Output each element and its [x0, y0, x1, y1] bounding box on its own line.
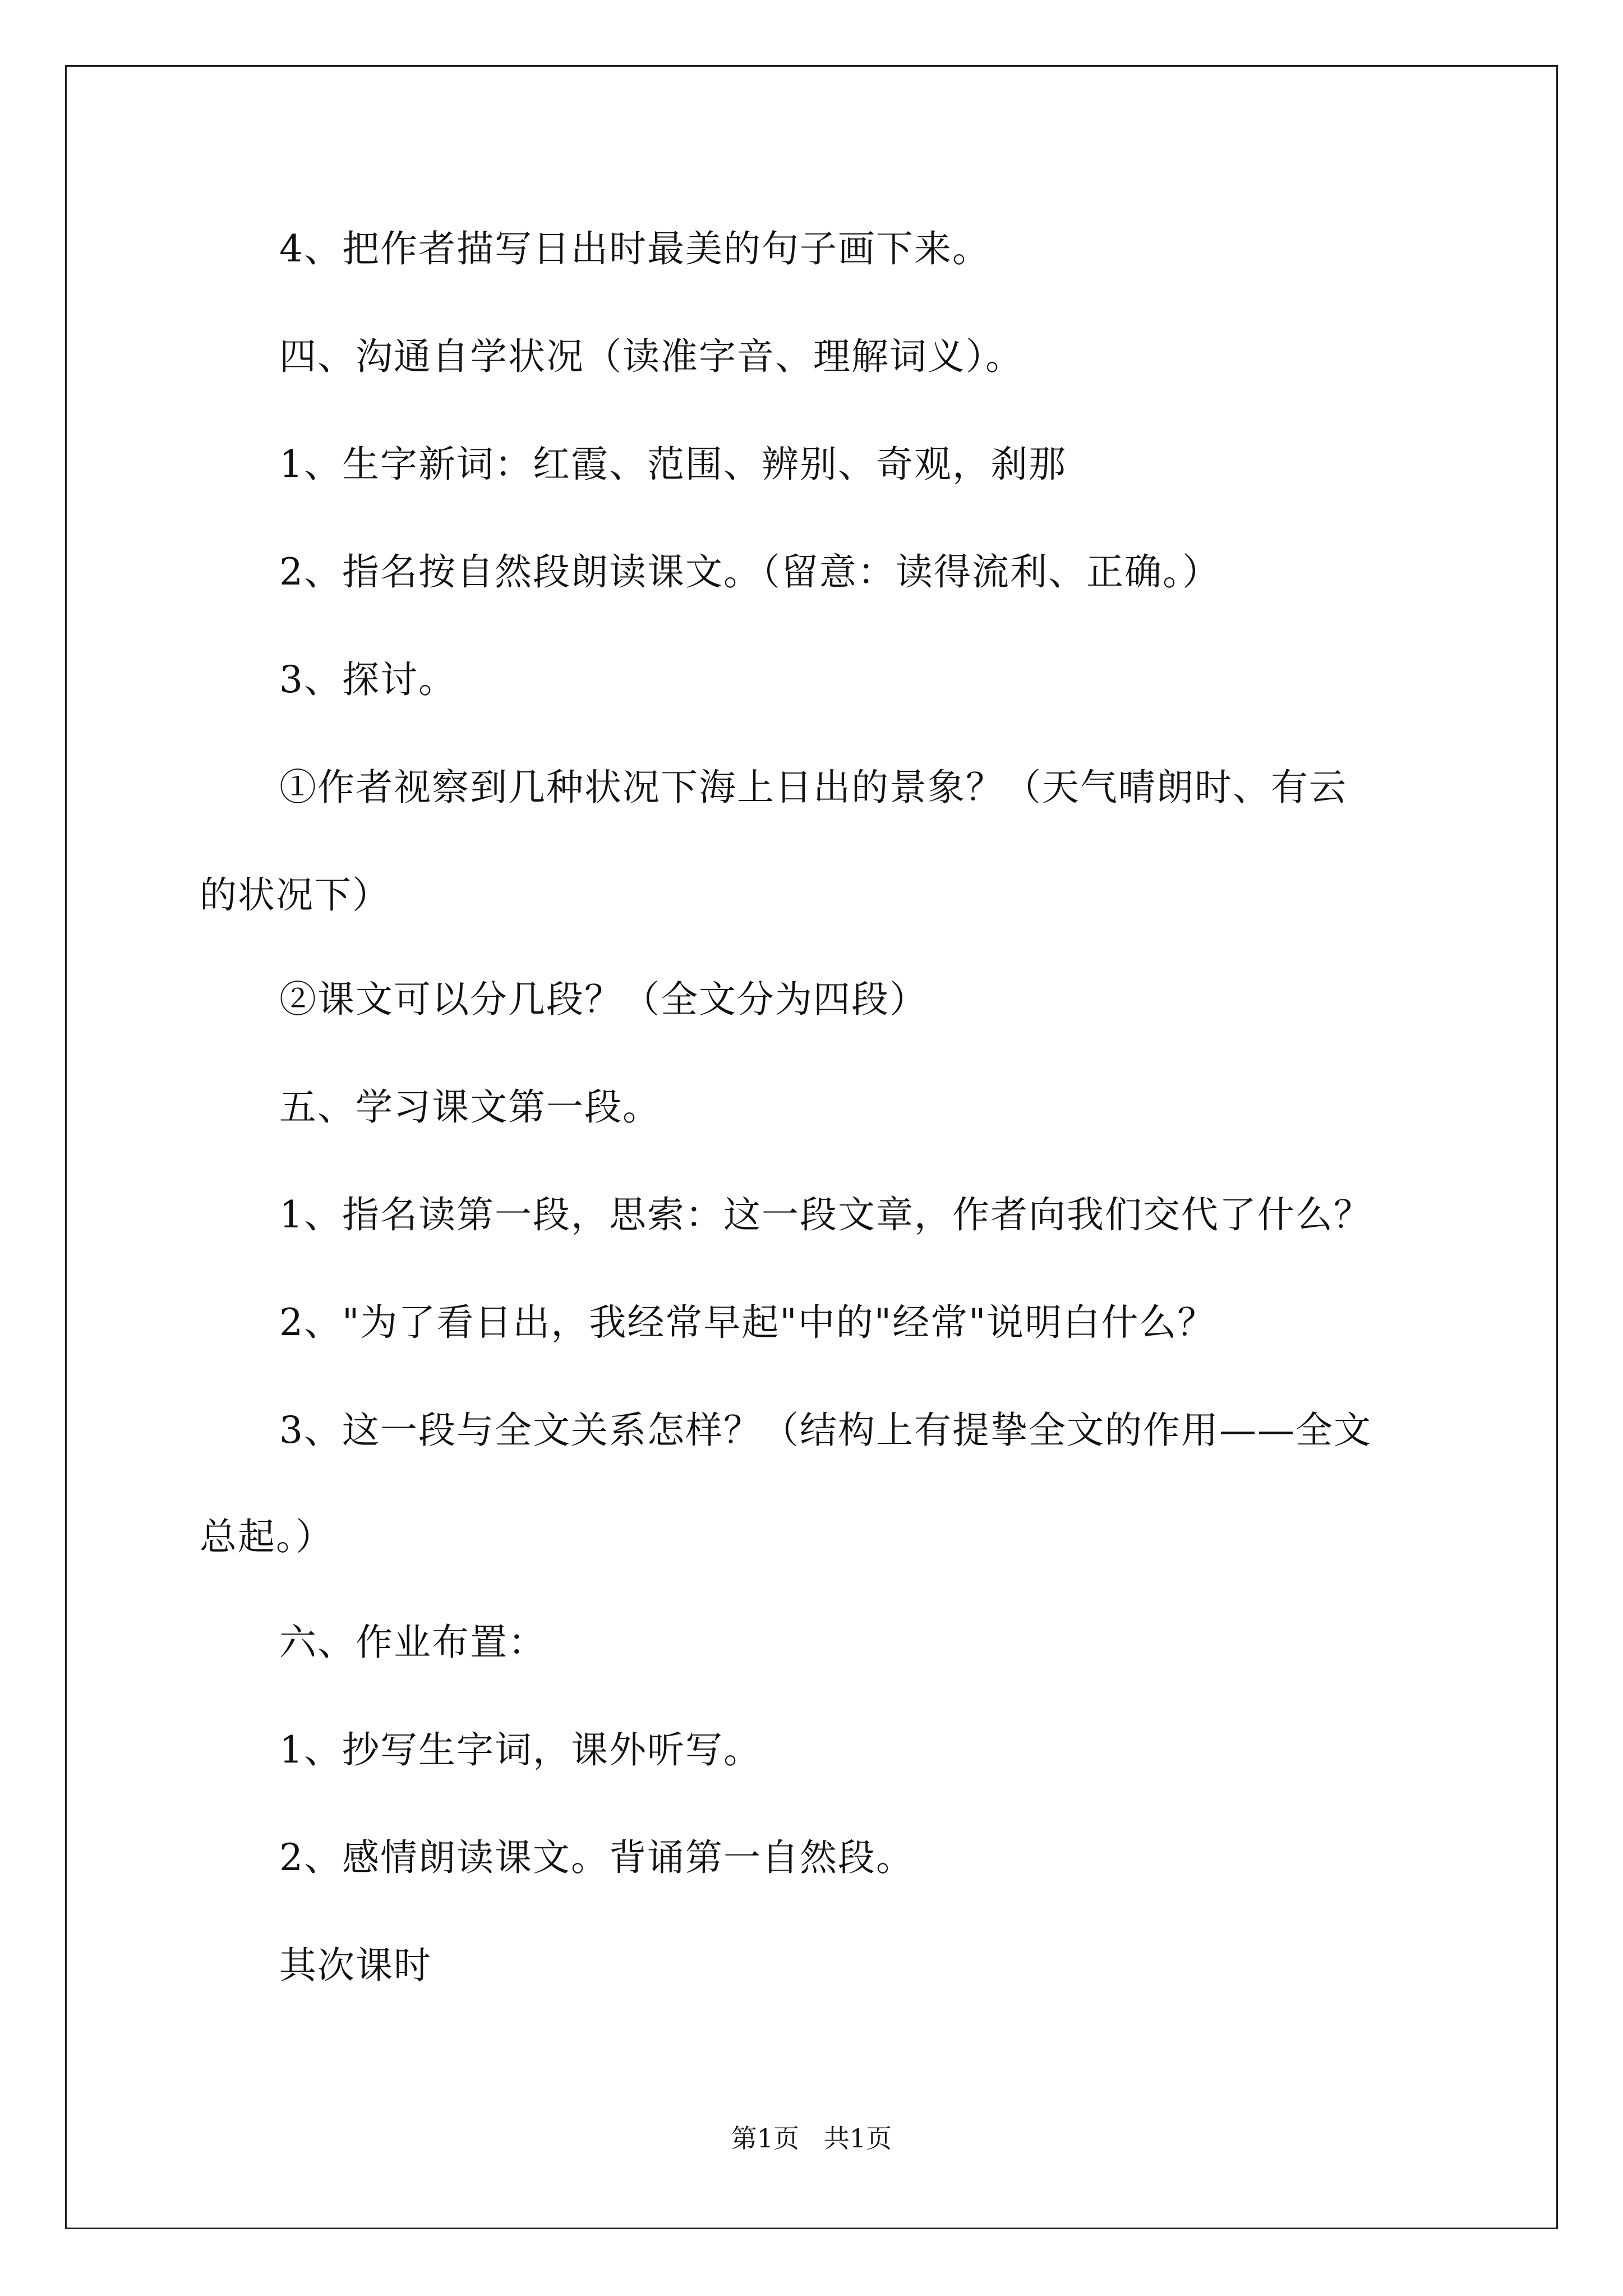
- page-border: [65, 65, 1558, 2229]
- section-heading: 四、沟通自学状况（读准字音、理解词义）。: [279, 335, 1023, 378]
- paragraph-line: 3、探讨。: [279, 658, 457, 701]
- paragraph-line: 3、这一段与全文关系怎样？（结构上有提挚全文的作用——全文: [279, 1409, 1372, 1452]
- paragraph-line: ②课文可以分几段？（全文分为四段）: [279, 978, 928, 1021]
- section-heading: 五、学习课文第一段。: [279, 1085, 661, 1129]
- paragraph-line: 1、指名读第一段，思索：这一段文章，作者向我们交代了什么？: [279, 1193, 1372, 1236]
- section-heading: 其次课时: [279, 1944, 432, 1987]
- paragraph-line: 的状况下）: [200, 873, 390, 917]
- paragraph-line: ①作者视察到几种状况下海上日出的景象？（天气晴朗时、有云: [279, 766, 1347, 809]
- page-number-footer: 第1页 共1页: [731, 2123, 892, 2154]
- paragraph-line: 2、感情朗读课文。背诵第一自然段。: [279, 1836, 914, 1879]
- section-heading: 六、作业布置：: [279, 1621, 546, 1664]
- paragraph-line: 1、抄写生字词，课外听写。: [279, 1728, 762, 1772]
- paragraph-line: 2、指名按自然段朗读课文。（留意：读得流利、正确。）: [279, 550, 1220, 593]
- paragraph-line: 总起。）: [200, 1515, 334, 1558]
- paragraph-line: 2、"为了看日出，我经常早起"中的"经常"说明白什么？: [279, 1301, 1216, 1344]
- paragraph-line: 4、把作者描写日出时最美的句子画下来。: [279, 227, 990, 270]
- paragraph-line: 1、生字新词：红霞、范围、辨别、奇观，刹那: [279, 443, 1067, 486]
